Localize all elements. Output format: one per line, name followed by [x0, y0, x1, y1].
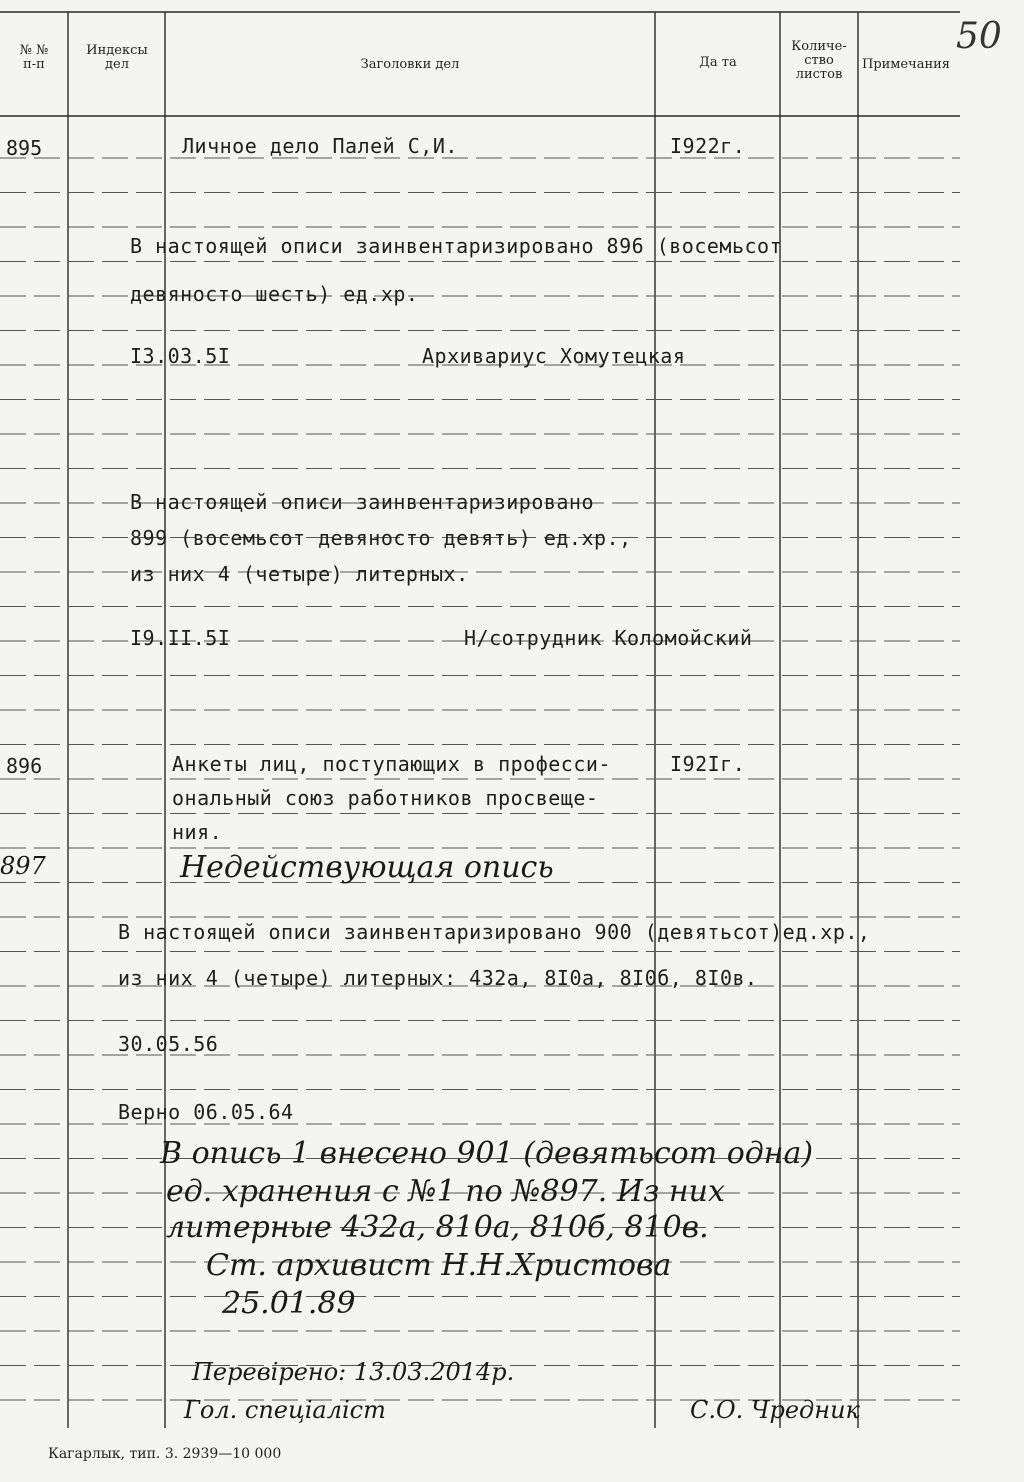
certification-note-line: В настоящей описи заинвентаризировано — [130, 490, 595, 514]
certification-note-line: В настоящей описи заинвентаризировано 900 (девятьсот)ед.хр., — [118, 920, 871, 944]
entry-number: 896 — [6, 754, 43, 778]
handwritten-signature: С.О. Чредник — [690, 1396, 860, 1424]
entry-title-line: ональный союз работников просвеще- — [172, 786, 599, 810]
certification-note-line: девяносто шесть) ед.хр. — [130, 282, 419, 306]
column-header-date: Да та — [699, 55, 737, 70]
certification-note-line: В настоящей описи заинвентаризировано 896 (восемьсот — [130, 234, 783, 258]
certification-date: I9.II.5I — [130, 626, 231, 650]
entry-title-line: Анкеты лиц, поступающих в професси- — [172, 752, 611, 776]
staff-signature-line: Н/сотрудник Коломойский — [464, 626, 753, 650]
entry-number: 897 — [0, 852, 46, 880]
page-number: 50 — [956, 16, 1002, 57]
entry-title: Личное дело Палей С,И. — [182, 134, 458, 158]
certification-date: 30.05.56 — [118, 1032, 219, 1056]
verification-note: Верно 06.05.64 — [118, 1100, 294, 1124]
certification-date: I3.03.5I — [130, 344, 231, 368]
certification-note-line: 899 (восемьсот девяносто девять) ед.хр., — [130, 526, 632, 550]
entry-title-line: ния. — [172, 820, 223, 844]
entry-date: I922г. — [670, 134, 746, 158]
column-header-notes: Примечания — [861, 57, 950, 72]
archivist-signature-line: Архивариус Хомутецкая — [422, 344, 686, 368]
entry-title-handwritten: Недействующая опись — [180, 850, 554, 885]
handwritten-summary-line: литерные 432а, 810а, 810б, 810в. — [166, 1210, 709, 1245]
entry-number: 895 — [6, 136, 43, 160]
certification-note-line: из них 4 (четыре) литерных. — [130, 562, 469, 586]
handwritten-verification: Перевірено: 13.03.2014р. — [192, 1358, 515, 1386]
entry-date: I92Iг. — [670, 752, 746, 776]
handwritten-summary-line: В опись 1 внесено 901 (девятьсот одна) — [160, 1136, 814, 1171]
certification-note-line: из них 4 (четыре) литерных: 432а, 8I0а, 8I0б, 8I0в. — [118, 966, 758, 990]
handwritten-position: Гол. спеціаліст — [184, 1396, 386, 1424]
column-header-number: № № п-п — [19, 43, 49, 72]
handwritten-date: 25.01.89 — [222, 1286, 356, 1321]
handwritten-signature-line: Ст. архивист Н.Н.Христова — [206, 1248, 672, 1283]
column-header-titles: Заголовки дел — [360, 57, 460, 72]
printer-imprint: Кагарлык, тип. 3. 2939—10 000 — [48, 1446, 282, 1462]
column-header-sheet-count: Количе- ство листов — [791, 39, 847, 82]
column-header-index: Индексы дел — [86, 43, 148, 72]
handwritten-summary-line: ед. хранения с №1 по №897. Из них — [166, 1174, 725, 1209]
